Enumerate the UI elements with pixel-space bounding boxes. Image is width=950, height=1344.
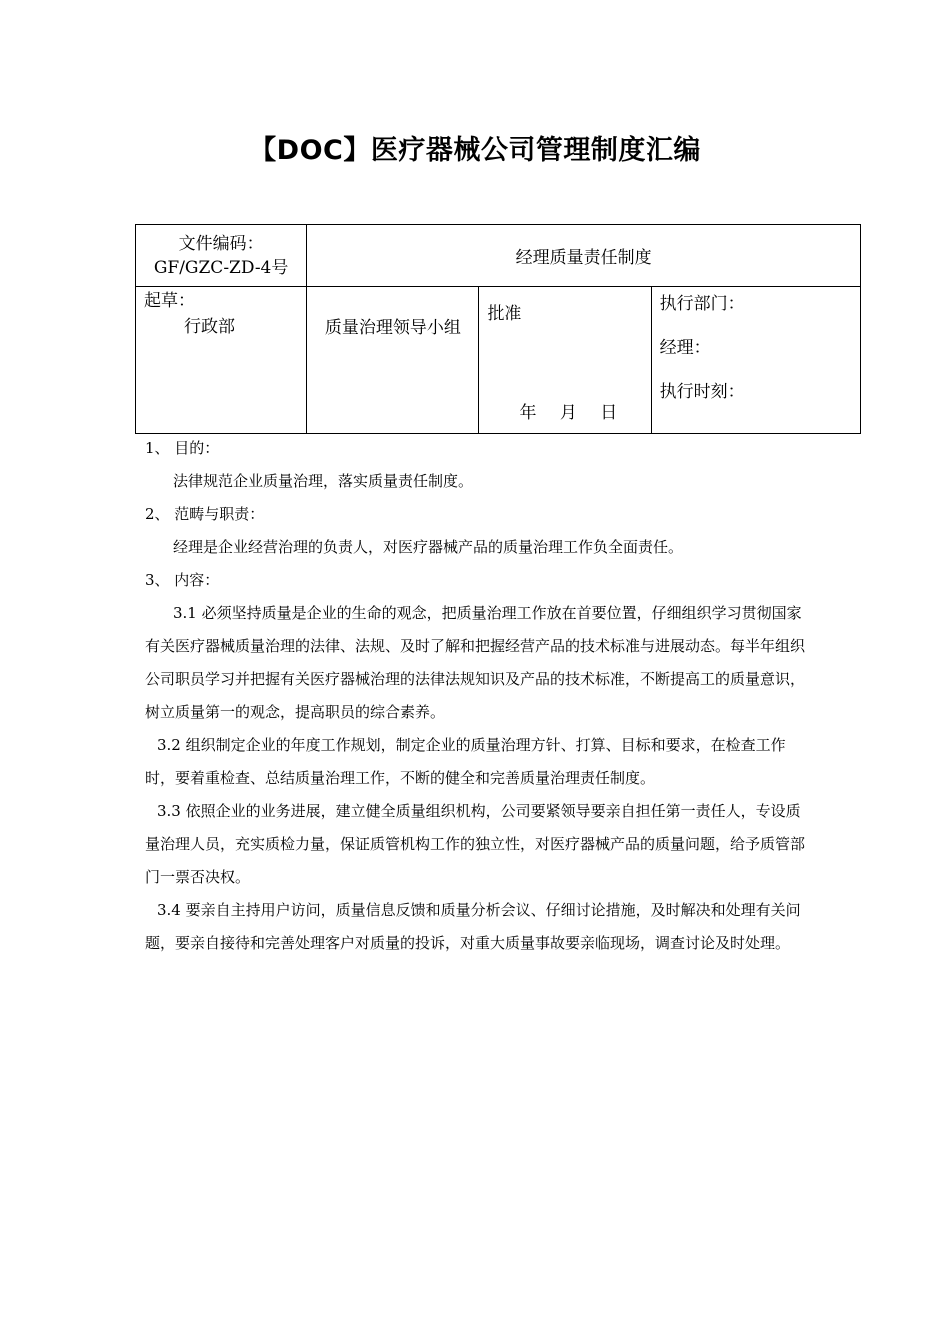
paragraph-3-3: 3.3 依照企业的业务进展，建立健全质量组织机构，公司要紧领导要亲自担任第一责任人，专设质量治理人员，充实质检力量，保证质管机构工作的独立性，对医疗器械产品的质量问题，给予质管部门一票否决权。 [145,802,806,886]
policy-name: 经理质量责任制度 [515,248,652,268]
section-2-text: 经理是企业经营治理的负责人，对医疗器械产品的质量治理工作负全面责任。 [173,538,684,556]
exec-cell [651,287,860,434]
date-year: 年 [519,403,539,423]
approve-cell [479,287,651,434]
document-title: 【DOC】医疗器械公司管理制度汇编 [249,135,701,166]
header-row-1 [136,225,861,287]
paragraph-3-2: 3.2 组织制定企业的年度工作规划，制定企业的质量治理方针、打算、目标和要求，在检查工作时，要着重检查、总结质量治理工作，不断的健全和完善质量治理责任制度。 [145,736,786,787]
document-body [145,432,815,960]
section-1-heading: 1、 目的： [145,439,220,457]
file-code-label: 文件编码： [178,233,264,254]
paragraph-3-4: 3.4 要亲自主持用户访问，质量信息反馈和质量分析会议、仔细讨论措施，及时解决和处理有关问题，要亲自接待和完善处理客户对质量的投诉，对重大质量事故要亲临现场，调查讨论及时处理。 [145,901,801,952]
group-cell [307,287,479,434]
policy-name-cell [307,225,861,287]
paragraph-3-1: 3.1 必须坚持质量是企业的生命的观念，把质量治理工作放在首要位置，仔细组织学习贯彻国家有关医疗器械质量治理的法律、法规、及时了解和把握经营产品的技术标准与进展动态。每半年组织公司职员学习并把握有关医疗器械治理的法律法规知识及产品的技术标准，不断提高工的质量意识，树立质量第一的观念，提高职员的综合素养。 [145,604,806,721]
file-code-cell [136,225,307,287]
document-header-table [135,224,861,434]
exec-manager-label: 经理： [659,338,711,358]
draft-value: 行政部 [184,317,235,337]
section-2-heading: 2、 范畴与职责： [145,505,265,523]
date-day: 日 [600,403,620,423]
section-3-heading: 3、 内容： [145,571,220,589]
date-month: 月 [559,403,579,423]
header-row-2 [136,287,861,434]
draft-cell [136,287,307,434]
approve-label: 批准 [487,304,522,324]
exec-dept-label: 执行部门： [659,294,745,314]
section-1-text: 法律规范企业质量治理，落实质量责任制度。 [173,472,474,490]
group-name: 质量治理领导小组 [324,318,461,338]
exec-time-label: 执行时刻： [659,382,745,402]
draft-label: 起草： [144,291,195,311]
approve-date [519,398,633,423]
file-code-value: GF/GZC-ZD-4号 [153,257,289,278]
